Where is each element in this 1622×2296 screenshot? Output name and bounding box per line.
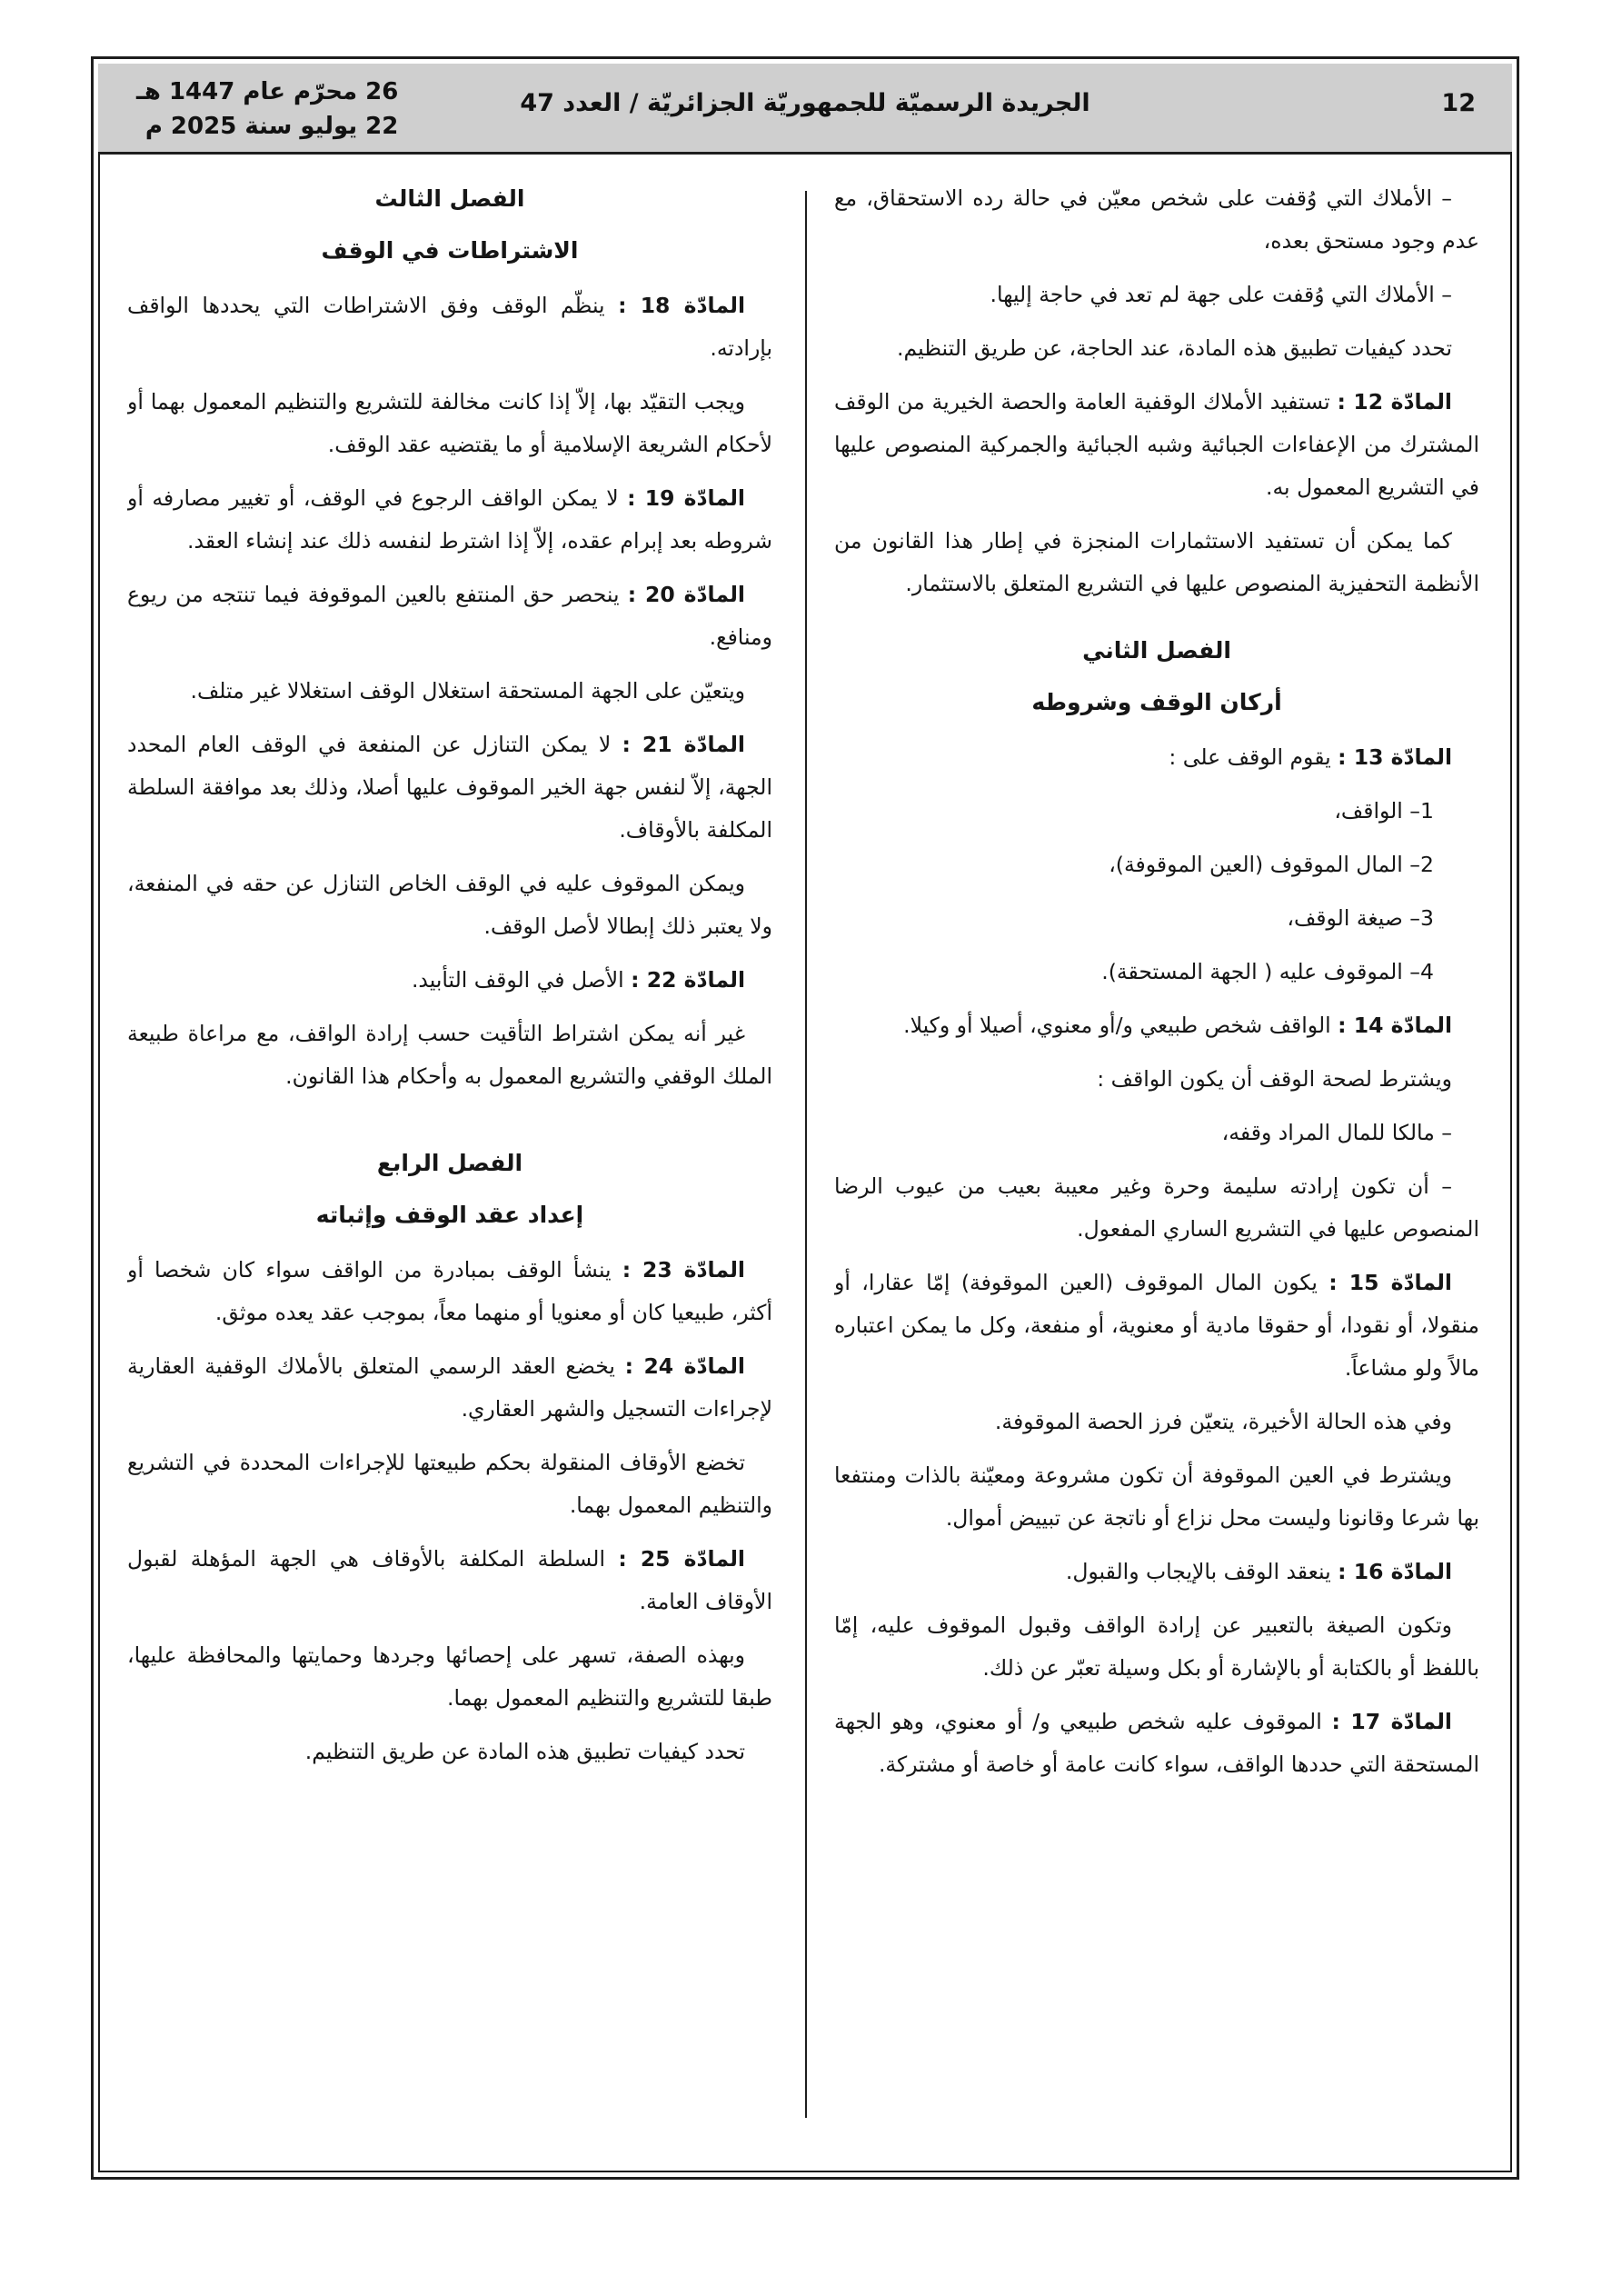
article-24 xyxy=(127,1345,772,1431)
article-label: المادّة 21 : xyxy=(622,732,745,757)
paragraph: وتكون الصيغة بالتعبير عن إرادة الواقف وقبول الموقوف عليه، إمّا باللفظ أو بالكتابة أو بالإشارة أو بكل وسيلة تعبّر عن ذلك. xyxy=(834,1612,1479,1681)
article-text: تستفيد الأملاك الوقفية العامة والحصة الخيرية من الوقف المشترك من الإعفاءات الجبائية وشبه الجبائية والجمركية المنصوص عليها في التشريع المعمول به. xyxy=(834,389,1479,500)
chapter-title: الفصل الثالث xyxy=(374,185,525,212)
paragraph: تحدد كيفيات تطبيق هذه المادة عن طريق التنظيم. xyxy=(304,1739,745,1764)
paragraph: ويتعيّن على الجهة المستحقة استغلال الوقف استغلالا غير متلف. xyxy=(190,678,745,704)
article-25 xyxy=(127,1538,772,1623)
article-15 xyxy=(834,1262,1479,1390)
article-text: السلطة المكلفة بالأوقاف هي الجهة المؤهلة لقبول الأوقاف العامة. xyxy=(127,1546,772,1614)
spacer xyxy=(127,1109,772,1142)
article-text: الأصل في الوقف التأبيد. xyxy=(411,967,624,993)
article-label: المادّة 23 : xyxy=(622,1257,745,1283)
chapter-title: الفصل الرابع xyxy=(376,1150,523,1176)
article-label: المادّة 17 : xyxy=(1331,1709,1452,1734)
article-21 xyxy=(127,724,772,852)
article-label: المادّة 15 : xyxy=(1328,1270,1452,1295)
list-item: 3– صيغة الوقف، xyxy=(1287,905,1434,931)
article-label: المادّة 14 : xyxy=(1338,1013,1452,1038)
paragraph: ويشترط في العين الموقوفة أن تكون مشروعة ومعيّنة بالذات ومنتفعا بها شرعا وقانونا وليست محل نزاع أو ناتجة عن تبييض أموال. xyxy=(834,1462,1479,1531)
paragraph: وفي هذه الحالة الأخيرة، يتعيّن فرز الحصة الموقوفة. xyxy=(994,1409,1452,1434)
paragraph: ويمكن الموقوف عليه في الوقف الخاص التنازل عن حقه في المنفعة، ولا يعتبر ذلك إبطالا لأصل الوقف. xyxy=(127,871,772,939)
article-label: المادّة 16 : xyxy=(1338,1559,1452,1584)
article-label: المادّة 12 : xyxy=(1337,389,1452,414)
article-23 xyxy=(127,1249,772,1334)
date-gregorian: 22 يوليو سنة 2025 م xyxy=(144,113,399,140)
article-label: المادّة 25 : xyxy=(618,1546,745,1572)
article-17 xyxy=(834,1701,1479,1786)
paragraph: – الأملاك التي وُقفت على شخص معيّن في حالة رده الاستحقاق، مع عدم وجود مستحق بعده، xyxy=(834,185,1479,254)
list-item: 4– الموقوف عليه ( الجهة المستحقة). xyxy=(1101,959,1434,984)
paragraph: – الأملاك التي وُقفت على جهة لم تعد في حاجة إليها. xyxy=(990,282,1452,307)
paragraph: ويجب التقيّد بها، إلاّ إذا كانت مخالفة للتشريع والتنظيم المعمول بهما أو لأحكام الشريعة الإسلامية أو ما يقتضيه عقد الوقف. xyxy=(127,389,772,457)
article-text: الموقوف عليه شخص طبيعي و/ أو معنوي، وهو الجهة المستحقة التي حددها الواقف، سواء كانت عامة أو خاصة أو مشتركة. xyxy=(834,1709,1479,1777)
paragraph: تخضع الأوقاف المنقولة بحكم طبيعتها للإجراءات المحددة في التشريع والتنظيم المعمول بهما. xyxy=(127,1450,772,1518)
spacer xyxy=(834,616,1479,629)
article-text: ينعقد الوقف بالإيجاب والقبول. xyxy=(1065,1559,1331,1584)
article-text: يقوم الوقف على : xyxy=(1169,744,1331,770)
paragraph: – أن تكون إرادته سليمة وحرة وغير معيبة بعيب من عيوب الرضا المنصوص عليها في التشريع الساري المفعول. xyxy=(834,1173,1479,1242)
paragraph: ويشترط لصحة الوقف أن يكون الواقف : xyxy=(1097,1066,1452,1092)
gazette-title: الجريدة الرسميّة للجمهوريّة الجزائريّة / العدد 47 xyxy=(520,89,1090,117)
article-text: ينظّم الوقف وفق الاشتراطات التي يحددها الواقف بإرادته. xyxy=(127,293,772,361)
chapter-subtitle: أركان الوقف وشروطه xyxy=(1031,689,1282,715)
page-header xyxy=(98,64,1512,155)
list-item: 2– المال الموقوف (العين الموقوفة)، xyxy=(1109,852,1434,877)
right-column xyxy=(834,177,1479,2159)
article-text: يكون المال الموقوف (العين الموقوفة) إمّا عقارا، أو منقولا، أو نقودا، أو حقوقا مادية أو معنوية، أو منفعة، وكل ما يمكن اعتباره مالاً ولو مشاعاً. xyxy=(834,1270,1479,1381)
article-label: المادّة 19 : xyxy=(627,485,745,511)
article-18 xyxy=(127,285,772,370)
date-hijri: 26 محرّم عام 1447 هـ xyxy=(136,78,399,105)
paragraph: – مالكا للمال المراد وقفه، xyxy=(1221,1120,1452,1145)
paragraph: تحدد كيفيات تطبيق هذه المادة، عند الحاجة، عن طريق التنظيم. xyxy=(897,335,1452,361)
article-label: المادّة 24 : xyxy=(624,1353,745,1379)
list-item: 1– الواقف، xyxy=(1334,798,1434,824)
column-divider xyxy=(805,191,807,2118)
article-text: لا يمكن الواقف الرجوع في الوقف، أو تغيير مصارفه أو شروطه بعد إبرام عقده، إلاّ إذا اشترط لنفسه ذلك عند إنشاء العقد. xyxy=(127,485,772,554)
article-label: المادّة 13 : xyxy=(1338,744,1452,770)
article-text: يخضع العقد الرسمي المتعلق بالأملاك الوقفية العقارية لإجراءات التسجيل والشهر العقاري. xyxy=(127,1353,772,1422)
article-13 xyxy=(834,736,1479,779)
issue-date xyxy=(136,75,398,144)
article-20 xyxy=(127,574,772,659)
left-column xyxy=(127,177,772,2159)
article-16 xyxy=(834,1551,1479,1593)
paragraph: وبهذه الصفة، تسهر على إحصائها وجردها وحمايتها والمحافظة عليها، طبقا للتشريع والتنظيم المعمول بهما. xyxy=(127,1642,772,1711)
article-text: الواقف شخص طبيعي و/أو معنوي، أصيلا أو وكيلا. xyxy=(903,1013,1331,1038)
paragraph: غير أنه يمكن اشتراط التأقيت حسب إرادة الواقف، مع مراعاة طبيعة الملك الوقفي والتشريع المعمول به وأحكام هذا القانون. xyxy=(127,1021,772,1089)
article-19 xyxy=(127,477,772,563)
article-label: المادّة 18 : xyxy=(618,293,745,318)
chapter-subtitle: إعداد عقد الوقف وإثباته xyxy=(315,1202,584,1228)
article-text: ينحصر حق المنتفع بالعين الموقوفة فيما تنتجه من ريوع ومنافع. xyxy=(127,582,772,650)
paragraph: كما يمكن أن تستفيد الاستثمارات المنجزة في إطار هذا القانون من الأنظمة التحفيزية المنصوص عليها في التشريع المتعلق بالاستثمار. xyxy=(834,528,1479,596)
article-22 xyxy=(127,959,772,1002)
chapter-title: الفصل الثاني xyxy=(1082,637,1231,664)
article-text: ينشأ الوقف بمبادرة من الواقف سواء كان شخصا أو أكثر، طبيعيا كان أو معنويا أو منهما معاً، بموجب عقد يعده موثق. xyxy=(127,1257,772,1325)
page-number: 12 xyxy=(1441,89,1476,117)
article-text: لا يمكن التنازل عن المنفعة في الوقف العام المحدد الجهة، إلاّ لنفس جهة الخير الموقوف عليها أصلا، وذلك بعد موافقة السلطة المكلفة بالأوقاف. xyxy=(127,732,772,843)
article-label: المادّة 22 : xyxy=(631,967,745,993)
article-label: المادّة 20 : xyxy=(627,582,745,607)
chapter-subtitle: الاشتراطات في الوقف xyxy=(321,237,579,264)
article-12 xyxy=(834,381,1479,509)
article-14 xyxy=(834,1004,1479,1047)
